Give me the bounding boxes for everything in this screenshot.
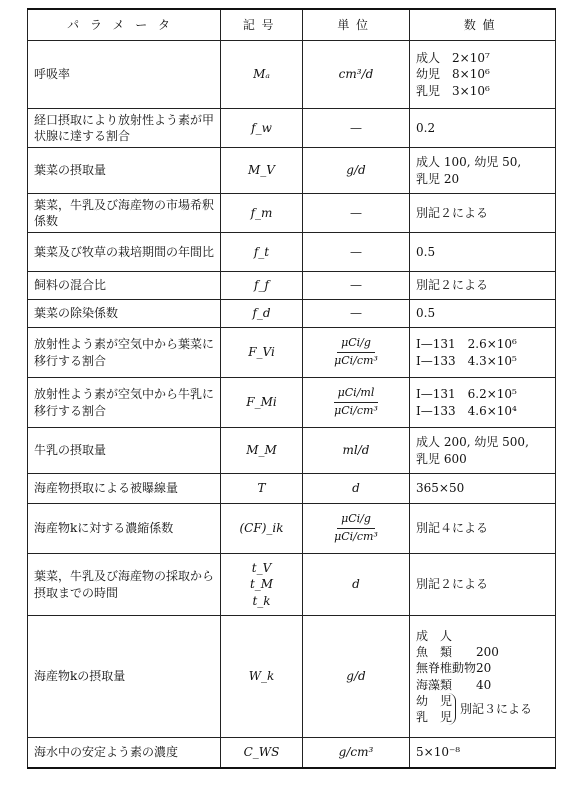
value-line — [416, 644, 549, 660]
unit-denominator: μCi/cm³ — [334, 530, 378, 543]
table-row — [28, 233, 556, 272]
table-row — [28, 504, 556, 554]
child-brace-group — [416, 693, 532, 725]
param-cell: 葉菜，牛乳及び海産物の採取から摂取までの時間 — [28, 554, 221, 616]
param-cell: 海産物kに対する濃縮係数 — [28, 504, 221, 554]
table-row — [28, 474, 556, 504]
value-line: 乳児 3×10⁶ — [416, 83, 490, 98]
item-value: 40 — [476, 677, 492, 692]
value-cell: 0.5 — [410, 300, 556, 328]
value-line — [416, 660, 549, 676]
unit-denominator: μCi/cm³ — [334, 354, 378, 367]
unit-cell: — — [303, 194, 410, 233]
value-cell: 別記４による — [410, 504, 556, 554]
symbol-cell — [221, 554, 303, 616]
symbol-cell: Mₐ — [221, 41, 303, 109]
param-cell: 放射性よう素が空気中から牛乳に移行する割合 — [28, 378, 221, 428]
item-value: 200 — [476, 645, 499, 660]
param-cell: 葉菜及び牧草の栽培期間の年間比 — [28, 233, 221, 272]
item-label: 魚 類 — [416, 645, 453, 660]
value-cell — [410, 428, 556, 474]
value-line: I—133 4.6×10⁴ — [416, 403, 517, 418]
param-cell: 海産物摂取による被曝線量 — [28, 474, 221, 504]
header-symbol: 記号 — [221, 9, 303, 41]
value-cell: 別記２による — [410, 272, 556, 300]
item-label: 無脊椎動物 — [416, 661, 477, 676]
unit-cell: g/d — [303, 148, 410, 194]
unit-cell: g/cm³ — [303, 738, 410, 768]
table-row — [28, 148, 556, 194]
value-line: I—131 6.2×10⁵ — [416, 387, 517, 402]
value-cell: 別記２による — [410, 554, 556, 616]
param-cell: 海産物kの摂取量 — [28, 616, 221, 738]
unit-numerator: μCi/g — [337, 336, 375, 353]
header-unit: 単位 — [303, 9, 410, 41]
table-row — [28, 738, 556, 768]
unit-cell: — — [303, 109, 410, 148]
unit-denominator: μCi/cm³ — [334, 404, 378, 417]
table-row — [28, 41, 556, 109]
header-parameter: パラメータ — [28, 9, 221, 41]
value-cell — [410, 328, 556, 378]
unit-fraction — [330, 386, 382, 419]
unit-cell — [303, 504, 410, 554]
unit-fraction — [330, 336, 382, 369]
param-cell: 牛乳の摂取量 — [28, 428, 221, 474]
table-row — [28, 109, 556, 148]
table-row — [28, 378, 556, 428]
table-row — [28, 554, 556, 616]
table-header-row — [28, 9, 556, 41]
table-row — [28, 300, 556, 328]
symbol-cell: (CF)_ik — [221, 504, 303, 554]
param-cell: 飼料の混合比 — [28, 272, 221, 300]
brace-note: 別記３による — [460, 701, 533, 716]
unit-cell: d — [303, 554, 410, 616]
value-cell — [410, 41, 556, 109]
unit-cell: — — [303, 272, 410, 300]
param-cell: 呼吸率 — [28, 41, 221, 109]
unit-numerator: μCi/ml — [334, 386, 379, 403]
value-line: 乳児 600 — [416, 451, 467, 466]
value-line: 幼 児 — [416, 693, 453, 708]
value-line: I—133 4.3×10⁵ — [416, 353, 517, 368]
symbol-cell: F_Mi — [221, 378, 303, 428]
item-value: 20 — [476, 661, 492, 676]
symbol-line: t_V — [251, 561, 272, 576]
unit-cell — [303, 378, 410, 428]
value-cell — [410, 616, 556, 738]
value-cell: 0.2 — [410, 109, 556, 148]
symbol-cell: W_k — [221, 616, 303, 738]
symbol-cell: f_t — [221, 233, 303, 272]
value-cell — [410, 378, 556, 428]
unit-fraction — [330, 512, 382, 545]
symbol-cell: f_w — [221, 109, 303, 148]
value-line: 成人 2×10⁷ — [416, 51, 490, 66]
parameter-table-wrapper — [27, 8, 555, 769]
value-cell: 0.5 — [410, 233, 556, 272]
brace-stack — [416, 693, 456, 725]
value-cell: 5×10⁻⁸ — [410, 738, 556, 768]
parameter-table — [27, 8, 556, 769]
symbol-cell: T — [221, 474, 303, 504]
symbol-cell: f_f — [221, 272, 303, 300]
header-value: 数値 — [410, 9, 556, 41]
unit-cell: cm³/d — [303, 41, 410, 109]
param-cell: 経口摂取により放射性よう素が甲状腺に達する割合 — [28, 109, 221, 148]
value-line: 成人 200, 幼児 500, — [416, 435, 529, 450]
value-line: I—131 2.6×10⁶ — [416, 337, 517, 352]
unit-cell: — — [303, 233, 410, 272]
symbol-cell: f_d — [221, 300, 303, 328]
table-row — [28, 272, 556, 300]
table-row — [28, 328, 556, 378]
symbol-cell: f_m — [221, 194, 303, 233]
param-cell: 放射性よう素が空気中から葉菜に移行する割合 — [28, 328, 221, 378]
value-line: 乳児 20 — [416, 171, 460, 186]
table-row — [28, 428, 556, 474]
table-row — [28, 194, 556, 233]
value-line: 成 人 — [416, 628, 453, 643]
value-cell: 別記２による — [410, 194, 556, 233]
value-line — [416, 677, 549, 693]
table-row — [28, 616, 556, 738]
item-label: 海藻類 — [416, 677, 453, 692]
value-cell — [410, 148, 556, 194]
unit-cell: d — [303, 474, 410, 504]
unit-cell — [303, 328, 410, 378]
param-cell: 葉菜の摂取量 — [28, 148, 221, 194]
unit-numerator: μCi/g — [337, 512, 375, 529]
unit-cell: ml/d — [303, 428, 410, 474]
unit-cell: g/d — [303, 616, 410, 738]
symbol-cell: M_M — [221, 428, 303, 474]
symbol-cell: F_Vi — [221, 328, 303, 378]
param-cell: 葉菜の除染係数 — [28, 300, 221, 328]
unit-cell: — — [303, 300, 410, 328]
symbol-cell: C_WS — [221, 738, 303, 768]
symbol-line: t_k — [252, 593, 271, 608]
value-line: 幼児 8×10⁶ — [416, 67, 490, 82]
symbol-line: t_M — [249, 577, 274, 592]
param-cell: 葉菜，牛乳及び海産物の市場希釈係数 — [28, 194, 221, 233]
symbol-cell: M_V — [221, 148, 303, 194]
value-line: 成人 100, 幼児 50, — [416, 155, 522, 170]
param-cell: 海水中の安定よう素の濃度 — [28, 738, 221, 768]
value-line: 乳 児 — [416, 709, 453, 724]
value-cell: 365×50 — [410, 474, 556, 504]
